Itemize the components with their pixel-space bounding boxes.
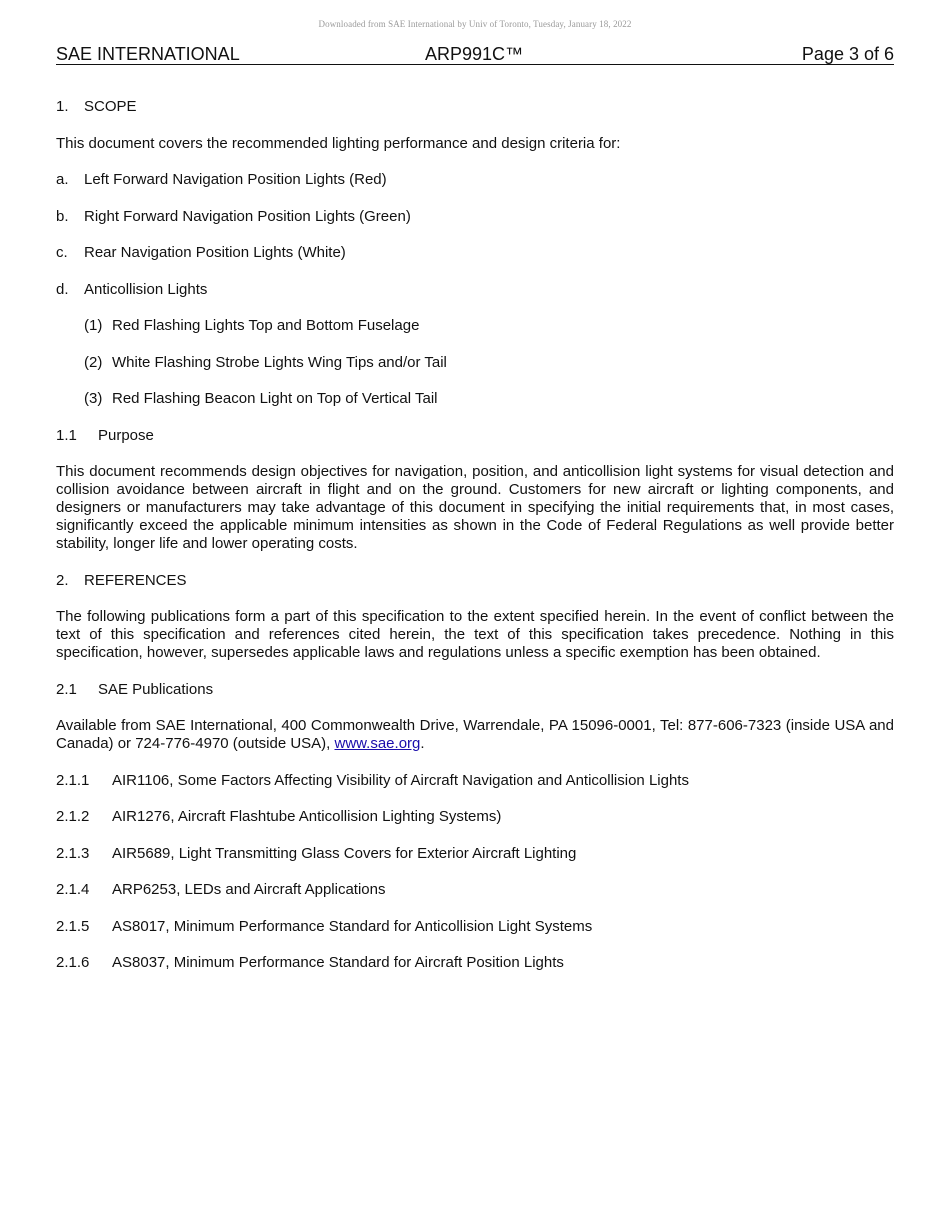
sub-list-item <box>56 317 894 335</box>
reference-number: 2.1.2 <box>56 808 90 825</box>
reference-text: AIR1106, Some Factors Affecting Visibility of Aircraft Navigation and Anticollision Lights <box>112 771 689 789</box>
sub-list-item <box>56 354 894 372</box>
list-item <box>56 171 894 189</box>
reference-number: 2.1.4 <box>56 881 90 898</box>
list-item-number: c. <box>56 244 68 261</box>
reference-text: ARP6253, LEDs and Aircraft Applications <box>112 881 386 898</box>
section-number: 1.1 <box>56 426 77 444</box>
sae-availability-period: . <box>420 735 425 752</box>
reference-text: AIR1276, Aircraft Flashtube Anticollision Lighting Systems) <box>112 808 502 825</box>
scope-intro <box>56 135 894 153</box>
page-header <box>56 44 894 65</box>
scope-intro-text: This document covers the recommended lighting performance and design criteria for: <box>56 134 621 152</box>
list-item-number: b. <box>56 207 69 225</box>
list-item-number: d. <box>56 280 69 298</box>
sub-list-item-number: (2) <box>84 353 103 371</box>
sub-list-item-text: Red Flashing Lights Top and Bottom Fuselage <box>112 317 420 334</box>
reference-number: 2.1.5 <box>56 917 90 935</box>
section-title: Purpose <box>98 426 154 444</box>
list-item <box>56 208 894 226</box>
list-item <box>56 281 894 299</box>
reference-item <box>56 845 894 863</box>
reference-item <box>56 808 894 826</box>
reference-number: 2.1.3 <box>56 844 90 862</box>
section-sae-publications-heading <box>56 681 894 699</box>
references-paragraph: The following publications form a part of this specification to the extent specified herein. In the event of conflict between the text of this specification and references cited herein, the text of this specification takes precedence. Nothing in this specification, however, supersedes applicable laws and regulations unless a specific exemption has been obtained. <box>56 608 894 661</box>
list-item <box>56 244 894 262</box>
list-item-text: Rear Navigation Position Lights (White) <box>84 244 346 261</box>
reference-text: AIR5689, Light Transmitting Glass Covers for Exterior Aircraft Lighting <box>112 844 577 862</box>
list-item-text: Left Forward Navigation Position Lights (Red) <box>84 171 387 188</box>
reference-item <box>56 881 894 899</box>
section-scope-heading <box>56 98 894 116</box>
list-item-text: Right Forward Navigation Position Lights (Green) <box>84 207 411 225</box>
sae-availability-paragraph <box>56 717 894 753</box>
section-number: 2.1 <box>56 680 77 698</box>
section-title: SAE Publications <box>98 680 214 698</box>
section-title: REFERENCES <box>84 571 187 589</box>
sub-list-item-number: (1) <box>84 317 103 334</box>
sub-list-item-text: White Flashing Strobe Lights Wing Tips and/or Tail <box>112 353 447 371</box>
header-doc-id: ARP991C™ <box>425 44 524 64</box>
reference-number: 2.1.1 <box>56 771 90 789</box>
reference-item <box>56 954 894 972</box>
sae-website-link[interactable]: www.sae.org <box>334 735 421 752</box>
sub-list-item-number: (3) <box>84 390 103 407</box>
reference-item <box>56 772 894 790</box>
reference-item <box>56 918 894 936</box>
reference-text: AS8037, Minimum Performance Standard for Aircraft Position Lights <box>112 954 564 971</box>
list-item-number: a. <box>56 171 69 188</box>
header-org: SAE INTERNATIONAL <box>56 44 240 64</box>
sub-list-item-text: Red Flashing Beacon Light on Top of Vertical Tail <box>112 390 438 407</box>
sub-list-item <box>56 390 894 408</box>
list-item-text: Anticollision Lights <box>84 280 208 298</box>
section-number: 1. <box>56 98 69 115</box>
section-title: SCOPE <box>84 98 137 115</box>
header-page-number: Page 3 of 6 <box>801 44 894 64</box>
reference-number: 2.1.6 <box>56 954 90 971</box>
purpose-paragraph: This document recommends design objectives for navigation, position, and anticollision light systems for visual detection and collision avoidance between aircraft in flight and on the ground. Customers for new aircraft or lighting components, and designers or manufacturers may take advantage of this document in specifying the initial requirements that, in most cases, significantly exceed the applicable minimum intensities as shown in the Code of Federal Regulations as well provide better stability, longer life and lower operating costs. <box>56 463 894 552</box>
section-references-heading <box>56 572 894 590</box>
download-watermark: Downloaded from SAE International by Univ of Toronto, Tuesday, January 18, 2022 <box>318 19 632 29</box>
section-purpose-heading <box>56 427 894 445</box>
document-body <box>56 98 894 991</box>
reference-text: AS8017, Minimum Performance Standard for Anticollision Light Systems <box>112 917 593 935</box>
sae-availability-text: Available from SAE International, 400 Commonwealth Drive, Warrendale, PA 15096-0001, Tel: 877-606-7323 (inside USA and Canada) or 724-776-4970 (outside USA), <box>56 717 894 752</box>
section-number: 2. <box>56 571 69 589</box>
